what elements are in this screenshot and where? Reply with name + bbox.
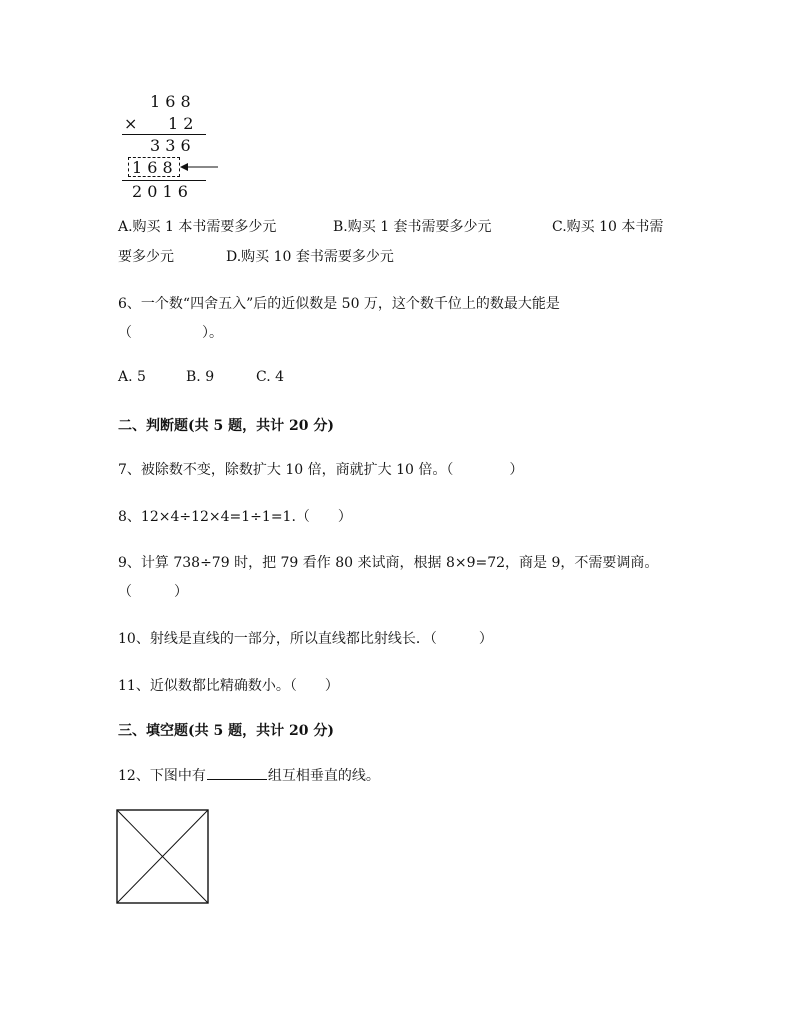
mult-row-partial-2: 1 6 8 <box>132 158 173 177</box>
q6-option-c: C. 4 <box>256 369 285 385</box>
mult-rule-2 <box>122 180 206 181</box>
q5-option-b: B.购买 1 套书需要多少元 <box>333 219 492 235</box>
q9-text: 9、计算 738÷79 时，把 79 看作 80 来试商，根据 8×9=72，商是 9，不需要调商。 <box>118 555 659 571</box>
q12-text <box>118 765 380 785</box>
q6-text: 6、一个数“四舍五入”后的近似数是 50 万，这个数千位上的数最大能是 <box>118 296 560 312</box>
mult-operator: × <box>124 114 138 133</box>
section-heading-fill-blank: 三、填空题(共 5 题，共计 20 分) <box>118 723 334 739</box>
mult-row-product: 2 0 1 6 <box>132 182 188 201</box>
q11-text: 11、近似数都比精确数小。（ ） <box>118 678 339 694</box>
section-heading-judgement: 二、判断题(共 5 题，共计 20 分) <box>118 418 334 434</box>
q5-option-a: A.购买 1 本书需要多少元 <box>118 219 277 235</box>
q10-text: 10、射线是直线的一部分，所以直线都比射线长．（ ） <box>118 631 493 647</box>
q5-option-d: D.购买 10 套书需要多少元 <box>226 249 394 265</box>
q5-option-c-part1: C.购买 10 本书需 <box>552 219 664 235</box>
mult-rule-1 <box>122 134 206 135</box>
arrow-left-icon <box>180 162 218 172</box>
mult-row-multiplier: 1 2 <box>168 114 194 133</box>
q5-option-c-part2: 要多少元 <box>118 249 174 265</box>
q8-text: 8、12×4÷12×4=1÷1=1.（ ） <box>118 509 352 525</box>
q9-paren: （ ） <box>118 584 188 600</box>
q12-text-before: 12、下图中有 <box>118 768 206 784</box>
vertical-multiplication <box>118 90 218 205</box>
q12-text-after: 组互相垂直的线。 <box>267 768 380 784</box>
mult-row-partial-1: 3 3 6 <box>150 136 191 155</box>
mult-row-multiplicand: 1 6 8 <box>150 92 191 111</box>
q6-option-b: B. 9 <box>186 369 215 385</box>
q6-option-a: A. 5 <box>118 369 146 385</box>
q12-answer-blank[interactable] <box>207 765 267 780</box>
q6-paren: （ ）。 <box>118 325 223 341</box>
square-diagonals-figure <box>116 809 210 905</box>
q7-text: 7、被除数不变，除数扩大 10 倍，商就扩大 10 倍。（ ） <box>118 462 524 478</box>
